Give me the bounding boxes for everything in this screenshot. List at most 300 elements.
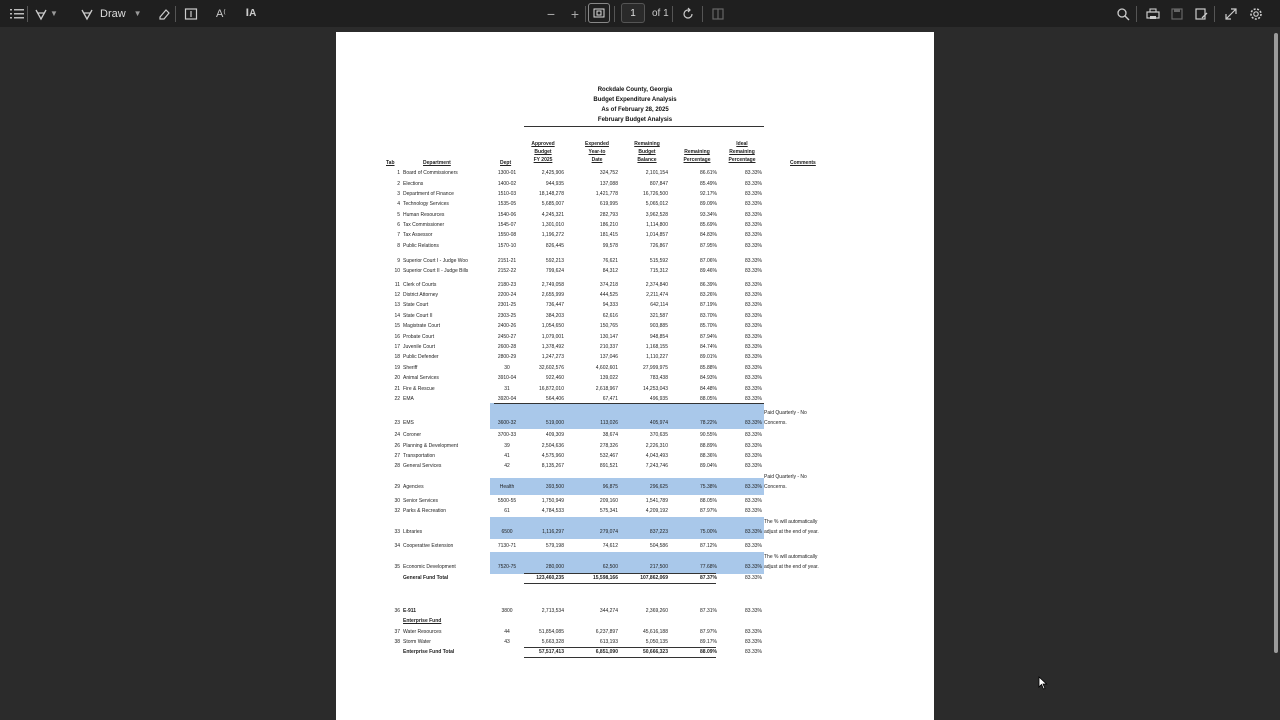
row-approved: 8,135,267 (541, 463, 564, 469)
row-tab: 4 (397, 201, 400, 207)
row-approved: 944,935 (545, 181, 564, 187)
page-count-label: of 1 (652, 8, 669, 19)
read-aloud-icon: A⁽ (215, 8, 227, 20)
row-remaining-pct: 87.06% (700, 258, 717, 264)
row-expended: 99,578 (602, 243, 618, 249)
row-dept-code: 3600-32 (497, 420, 517, 426)
row-remaining: 496,935 (649, 396, 668, 402)
row-remaining: 45,616,188 (642, 629, 668, 635)
row-tab: 26 (394, 443, 400, 449)
remaining-header: Balance (637, 157, 657, 163)
row-department: Probate Court (403, 334, 435, 340)
row-dept-code: 2152-22 (497, 268, 517, 274)
row-remaining-pct: 85.88% (700, 365, 717, 371)
row-remaining-pct: 92.17% (700, 191, 717, 197)
row-remaining-pct: 78.22% (700, 420, 717, 426)
row-tab: 23 (394, 420, 400, 426)
row-tab: 11 (394, 282, 400, 288)
row-department: Public Defender (403, 354, 439, 360)
row-approved: 922,460 (545, 375, 564, 381)
row-department: Transportation (403, 453, 436, 459)
row-tab: 10 (394, 268, 400, 274)
header-rule (524, 126, 764, 127)
row-expended: 282,793 (599, 212, 618, 218)
row-ideal-pct: 83.33% (745, 420, 762, 426)
row-remaining: 783,438 (649, 375, 668, 381)
row-remaining: 5,050,135 (645, 639, 668, 645)
row-approved: 1,054,650 (541, 323, 564, 329)
row-department: Clerk of Courts (403, 282, 437, 288)
general-fund-total-label: General Fund Total (403, 575, 449, 581)
row-approved: 2,713,534 (541, 608, 564, 614)
row-ideal-pct: 83.33% (745, 564, 762, 570)
erase-button[interactable] (153, 3, 175, 25)
ideal-pct-header: Percentage (728, 157, 756, 163)
row-tab: 29 (394, 484, 400, 490)
row-dept-code: 7130-71 (497, 543, 517, 549)
row-dept-code: 42 (504, 463, 510, 469)
row-department: Board of Commissioners (403, 170, 458, 176)
row-ideal-pct: 83.33% (745, 443, 762, 449)
page-view-icon (711, 7, 725, 21)
row-remaining-pct: 89.17% (700, 639, 717, 645)
row-remaining: 217,500 (649, 564, 668, 570)
settings-button[interactable] (1245, 3, 1267, 25)
row-comment: The % will automatically (764, 554, 818, 560)
row-dept-code: 2800-29 (497, 354, 517, 360)
row-comment: adjust at the end of year. (764, 529, 819, 535)
row-tab: 19 (394, 365, 400, 371)
row-remaining-pct: 86.61% (700, 170, 717, 176)
row-approved: 519,000 (545, 420, 564, 426)
row-ideal-pct: 83.33% (745, 334, 762, 340)
print-button[interactable] (1142, 3, 1164, 25)
row-remaining-pct: 89.46% (700, 268, 717, 274)
contents-icon[interactable] (6, 3, 28, 25)
ideal-pct-header: Remaining (729, 149, 755, 155)
row-comment: adjust at the end of year. (764, 564, 819, 570)
row-expended: 1,421,778 (595, 191, 618, 197)
row-expended: 2,618,967 (595, 386, 618, 392)
highlighter-icon (34, 7, 48, 21)
row-expended: 74,612 (602, 543, 618, 549)
row-department: Water Resources (403, 629, 442, 635)
toolbar-divider (672, 6, 673, 22)
approved-header: Approved (531, 141, 555, 147)
scrollbar-thumb[interactable] (1274, 33, 1278, 653)
row-remaining: 5,065,012 (645, 201, 668, 207)
row-remaining-pct: 84.93% (700, 375, 717, 381)
row-dept-code: 2400-26 (497, 323, 517, 329)
row-department: Agencies (403, 484, 424, 490)
row-remaining-pct: 85.70% (700, 323, 717, 329)
row-department: Storm Water (403, 639, 431, 645)
row-expended: 113,026 (600, 420, 618, 426)
row-remaining-pct: 87.12% (700, 543, 717, 549)
row-approved: 4,245,321 (541, 212, 564, 218)
row-department: Public Relations (403, 243, 439, 249)
enterprise-total-approved: 57,517,413 (538, 649, 564, 655)
row-ideal-pct: 83.33% (745, 170, 762, 176)
expand-icon (1224, 7, 1238, 21)
row-tab: 2 (397, 181, 400, 187)
row-department: State Court (403, 302, 429, 308)
row-remaining-pct: 84.83% (700, 232, 717, 238)
row-remaining-pct: 87.19% (700, 302, 717, 308)
double-rule (524, 583, 716, 584)
row-tab: 30 (394, 498, 400, 504)
zoom-in-button[interactable] (564, 3, 586, 25)
row-expended: 94,333 (602, 302, 618, 308)
row-ideal-pct: 83.33% (745, 396, 762, 402)
row-remaining-pct: 86.39% (700, 282, 717, 288)
row-remaining: 405,974 (649, 420, 668, 426)
row-dept-code: 3800 (501, 608, 513, 614)
minus-icon: − (546, 5, 556, 22)
row-expended: 209,160 (599, 498, 618, 504)
row-ideal-pct: 83.33% (745, 181, 762, 187)
row-tab: 8 (397, 243, 400, 249)
toolbar-divider (27, 6, 28, 22)
row-expended: 210,337 (599, 344, 618, 350)
pdf-page (336, 32, 934, 720)
general-total-remaining-pct: 87.37% (700, 575, 717, 581)
save-as-icon (1194, 7, 1208, 21)
row-tab: 15 (394, 323, 400, 329)
row-expended: 62,616 (602, 313, 618, 319)
row-remaining-pct: 90.55% (700, 432, 717, 438)
approved-header: Budget (534, 149, 552, 155)
row-expended: 619,995 (599, 201, 618, 207)
row-tab: 5 (397, 212, 400, 218)
row-approved: 51,854,085 (538, 629, 564, 635)
row-ideal-pct: 83.33% (745, 302, 762, 308)
row-approved: 5,663,328 (541, 639, 564, 645)
document-title-line: Rockdale County, Georgia (597, 87, 673, 93)
row-comment: Paid Quarterly - No (764, 410, 807, 416)
row-dept-code: 1400-02 (497, 181, 517, 187)
row-remaining: 2,369,260 (645, 608, 668, 614)
eraser-icon (157, 7, 171, 21)
row-remaining-pct: 88.05% (700, 396, 717, 402)
page-number-input[interactable]: 1 (621, 3, 645, 23)
row-remaining-pct: 84.74% (700, 344, 717, 350)
row-remaining-pct: 89.04% (700, 463, 717, 469)
row-ideal-pct: 83.33% (745, 529, 762, 535)
row-tab: 3 (397, 191, 400, 197)
row-remaining: 726,867 (649, 243, 668, 249)
row-expended: 6,237,897 (595, 629, 618, 635)
draw-icon (80, 7, 94, 21)
row-remaining-pct: 87.97% (700, 508, 717, 514)
row-dept-code: 3910-04 (497, 375, 517, 381)
row-remaining: 2,211,474 (646, 292, 668, 298)
row-ideal-pct: 83.33% (745, 386, 762, 392)
row-ideal-pct: 83.33% (745, 639, 762, 645)
row-dept-code: 1510-03 (497, 191, 517, 197)
row-remaining: 7,243,746 (645, 463, 668, 469)
row-ideal-pct: 83.33% (745, 191, 762, 197)
row-remaining-pct: 85.49% (700, 181, 717, 187)
row-approved: 736,447 (545, 302, 564, 308)
row-remaining-pct: 75.38% (700, 484, 717, 490)
row-dept-code: 1535-05 (497, 201, 517, 207)
row-department: Parks & Recreation (403, 508, 447, 514)
row-expended: 181,415 (599, 232, 618, 238)
row-dept-code: 2450-27 (497, 334, 517, 340)
row-dept-code: 39 (504, 443, 510, 449)
toolbar-divider (1136, 6, 1137, 22)
row-approved: 1,301,010 (541, 222, 564, 228)
row-remaining: 807,847 (649, 181, 668, 187)
remaining-header: Remaining (634, 141, 660, 147)
row-remaining: 3,962,528 (645, 212, 668, 218)
row-expended: 38,674 (602, 432, 618, 438)
total-rule (524, 573, 716, 574)
rotate-button[interactable] (677, 3, 699, 25)
row-remaining: 296,625 (649, 484, 668, 490)
row-tab: 16 (394, 334, 400, 340)
row-tab: 18 (394, 354, 400, 360)
row-expended: 137,046 (599, 354, 618, 360)
row-ideal-pct: 83.33% (745, 222, 762, 228)
double-rule (524, 657, 716, 658)
subtotal-rule (494, 403, 764, 404)
row-dept-code: 61 (504, 508, 510, 514)
row-dept-code: 5500-55 (497, 498, 517, 504)
remaining-pct-header: Percentage (683, 157, 711, 163)
row-expended: 374,218 (599, 282, 618, 288)
row-ideal-pct: 83.33% (745, 232, 762, 238)
mouse-cursor-icon (1038, 676, 1048, 690)
row-approved: 1,247,273 (541, 354, 564, 360)
row-expended: 444,525 (599, 292, 618, 298)
row-ideal-pct: 83.33% (745, 268, 762, 274)
row-dept-code: 30 (504, 365, 510, 371)
row-ideal-pct: 83.33% (745, 282, 762, 288)
row-ideal-pct: 83.33% (745, 463, 762, 469)
row-tab: 12 (394, 292, 400, 298)
row-remaining: 903,885 (649, 323, 668, 329)
page-view-button[interactable] (707, 3, 729, 25)
row-dept-code: 31 (504, 386, 510, 392)
row-approved: 592,213 (545, 258, 564, 264)
row-remaining-pct: 89.09% (700, 201, 717, 207)
zoom-out-button[interactable] (540, 3, 562, 25)
draw-label: Draw (100, 7, 126, 20)
row-approved: 1,750,949 (541, 498, 564, 504)
expended-header: Expended (585, 141, 609, 147)
row-expended: 278,326 (599, 443, 618, 449)
remaining-pct-header: Remaining (684, 149, 710, 155)
row-tab: 22 (394, 396, 400, 402)
row-remaining: 27,999,975 (642, 365, 668, 371)
row-tab: 36 (394, 608, 400, 614)
immersive-reader-button[interactable] (240, 3, 262, 25)
row-remaining-pct: 85.69% (700, 222, 717, 228)
row-tab: 7 (397, 232, 400, 238)
row-comment: The % will automatically (764, 519, 818, 525)
row-tab: 17 (394, 344, 400, 350)
toolbar-divider (585, 6, 586, 22)
row-approved: 564,406 (545, 396, 564, 402)
row-tab: 13 (394, 302, 400, 308)
row-department: Juvenile Court (403, 344, 435, 350)
enterprise-total-remaining: 50,666,323 (642, 649, 668, 655)
row-approved: 384,203 (545, 313, 564, 319)
row-ideal-pct: 83.33% (745, 344, 762, 350)
row-department: Animal Services (403, 375, 439, 381)
row-dept-code: 1570-10 (497, 243, 517, 249)
row-expended: 130,147 (599, 334, 618, 340)
row-dept-code: 2600-28 (497, 344, 517, 350)
row-department: Senior Services (403, 498, 439, 504)
row-remaining: 1,014,857 (645, 232, 668, 238)
general-total-ideal-pct: 83.33% (745, 575, 762, 581)
text-box-button[interactable] (180, 3, 202, 25)
row-tab: 38 (394, 639, 400, 645)
fit-page-icon (593, 8, 605, 18)
tab-header: Tab (386, 160, 395, 166)
row-remaining: 948,854 (649, 334, 668, 340)
row-approved: 18,148,278 (538, 191, 564, 197)
read-aloud-button[interactable] (210, 3, 232, 25)
immersive-reader-icon: اA (245, 8, 257, 19)
chevron-down-icon: ▼ (133, 9, 142, 18)
row-department: General Services (403, 463, 442, 469)
row-ideal-pct: 83.33% (745, 629, 762, 635)
row-tab: 6 (397, 222, 400, 228)
row-department: Coroner (403, 432, 422, 438)
row-remaining-pct: 75.00% (700, 529, 717, 535)
row-tab: 20 (394, 375, 400, 381)
row-approved: 799,624 (545, 268, 564, 274)
row-dept-code: 6500 (501, 529, 513, 535)
highlight-button[interactable] (34, 3, 58, 25)
general-total-remaining: 107,862,069 (640, 575, 668, 581)
row-tab: 14 (394, 313, 400, 319)
row-dept-code: 2180-23 (497, 282, 517, 288)
search-icon (1116, 7, 1130, 21)
row-tab: 27 (394, 453, 400, 459)
row-department: Human Resources (403, 212, 445, 218)
row-expended: 76,621 (602, 258, 618, 264)
draw-button[interactable] (80, 3, 142, 25)
row-tab: 24 (394, 432, 400, 438)
department-header: Department (423, 160, 451, 166)
row-department: Fire & Rescue (403, 386, 435, 392)
document-title-line: February Budget Analysis (597, 117, 673, 123)
row-approved: 1,196,272 (541, 232, 564, 238)
row-expended: 4,602,601 (595, 365, 618, 371)
row-ideal-pct: 83.33% (745, 375, 762, 381)
row-tab: 28 (394, 463, 400, 469)
row-department: District Attorney (403, 292, 439, 298)
row-ideal-pct: 83.33% (745, 258, 762, 264)
row-department: Tax Commissioner (403, 222, 445, 228)
row-remaining: 4,209,192 (645, 508, 668, 514)
row-ideal-pct: 83.33% (745, 313, 762, 319)
vertical-scrollbar[interactable] (1271, 27, 1280, 720)
search-button[interactable] (1112, 3, 1134, 25)
total-rule (524, 647, 716, 648)
row-dept-code: 3920-04 (497, 396, 517, 402)
row-remaining-pct: 93.34% (700, 212, 717, 218)
row-remaining: 2,101,154 (645, 170, 668, 176)
row-department: Cooperative Extension (403, 543, 454, 549)
row-expended: 139,022 (599, 375, 618, 381)
row-expended: 613,193 (599, 639, 618, 645)
row-department: E-911 (403, 608, 417, 614)
row-ideal-pct: 83.33% (745, 453, 762, 459)
printer-icon (1146, 7, 1160, 21)
full-screen-button[interactable] (1220, 3, 1242, 25)
row-dept-code: 41 (504, 453, 510, 459)
row-comment: Concerns. (764, 420, 787, 426)
row-dept-code: 7520-75 (497, 564, 517, 570)
row-ideal-pct: 83.33% (745, 543, 762, 549)
row-dept-code: 2303-25 (497, 313, 517, 319)
row-ideal-pct: 83.33% (745, 508, 762, 514)
row-expended: 96,875 (602, 484, 618, 490)
save-as-button[interactable] (1190, 3, 1212, 25)
row-department: Sheriff (403, 365, 418, 371)
row-expended: 137,088 (599, 181, 618, 187)
row-approved: 826,445 (545, 243, 564, 249)
row-dept-code: 43 (504, 639, 510, 645)
row-remaining-pct: 77.68% (700, 564, 717, 570)
rotate-icon (681, 7, 695, 21)
row-ideal-pct: 83.33% (745, 365, 762, 371)
expended-header: Date (591, 157, 603, 163)
fit-to-page-button[interactable] (588, 3, 610, 23)
row-tab: 32 (394, 508, 400, 514)
save-button[interactable] (1166, 3, 1188, 25)
row-ideal-pct: 83.33% (745, 484, 762, 490)
general-total-expended: 15,598,166 (592, 575, 618, 581)
row-remaining: 14,253,043 (642, 386, 668, 392)
row-remaining-pct: 88.05% (700, 498, 717, 504)
row-dept-code: 3700-33 (497, 432, 517, 438)
row-approved: 2,504,636 (541, 443, 564, 449)
row-dept-code: 1550-08 (497, 232, 517, 238)
row-approved: 1,378,492 (541, 344, 564, 350)
row-department: Department of Finance (403, 191, 454, 197)
row-dept-code: 44 (504, 629, 510, 635)
row-department: Technology Services (403, 201, 449, 207)
row-department: Libraries (403, 529, 423, 535)
row-ideal-pct: 83.33% (745, 498, 762, 504)
row-expended: 279,074 (599, 529, 618, 535)
row-department: Superior Court II - Judge Bills (403, 268, 469, 274)
row-expended: 150,765 (599, 323, 618, 329)
chevron-down-icon: ▼ (50, 9, 58, 18)
row-remaining: 715,312 (649, 268, 668, 274)
row-department: State Court II (403, 313, 433, 319)
row-approved: 1,116,297 (542, 529, 564, 535)
row-dept-code: 2200-24 (497, 292, 517, 298)
row-remaining-pct: 83.70% (700, 313, 717, 319)
plus-icon: + (570, 5, 580, 22)
row-approved: 16,872,010 (538, 386, 564, 392)
row-remaining: 4,043,493 (645, 453, 668, 459)
enterprise-fund-total-label: Enterprise Fund Total (403, 649, 455, 655)
row-approved: 579,198 (545, 543, 564, 549)
text-box-icon (184, 7, 198, 21)
general-total-approved: 123,460,235 (536, 575, 564, 581)
row-ideal-pct: 83.33% (745, 608, 762, 614)
row-remaining: 642,114 (650, 302, 668, 308)
